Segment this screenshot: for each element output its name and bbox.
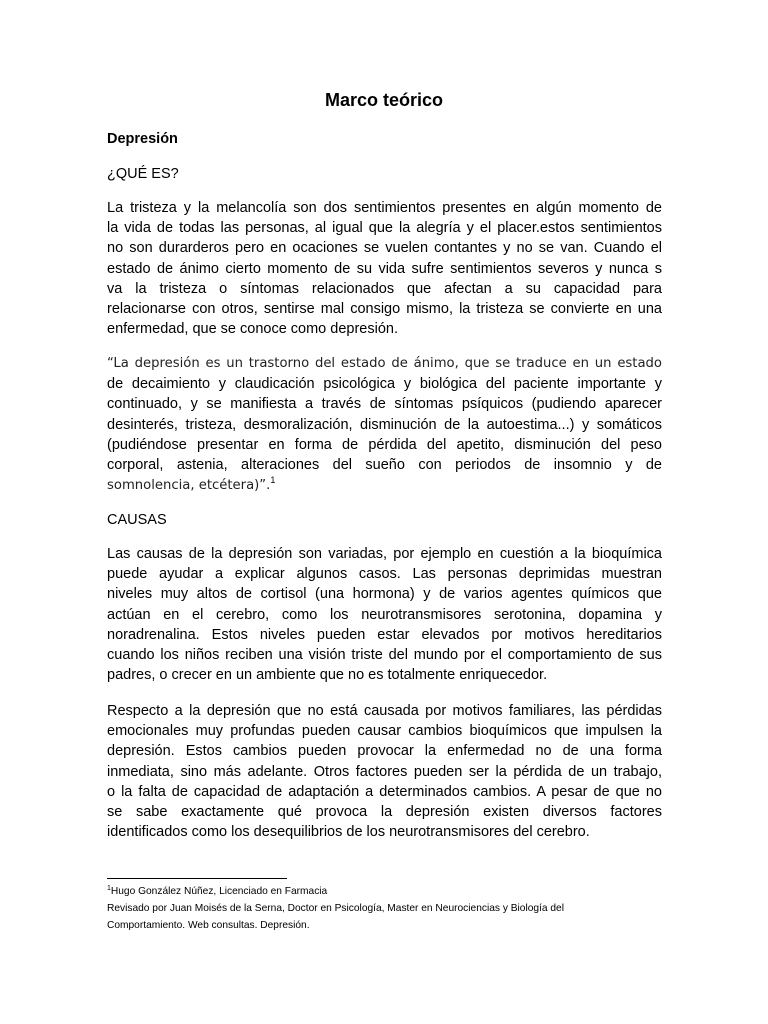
footnote-reference: 1 (270, 475, 276, 486)
paragraph-line: La tristeza y la melancolía son dos sentimientos presentes en algún momento de (107, 200, 662, 216)
paragraph-line: no son durarderos pero en ocaciones se vuelen contantes y no se van. Cuando el (107, 240, 662, 257)
paragraph-line: Respecto a la depresión que no está causada por motivos familiares, las pérdidas (107, 703, 662, 719)
paragraph-line: la vida de todas las personas, al igual que la alegría y el placer.estos sentimientos (107, 220, 662, 237)
paragraph-line: (pudiéndose presentar en forma de pérdida del apetito, disminución del peso (107, 436, 662, 453)
footnote (107, 883, 667, 934)
paragraph-line: inmediata, sino más adelante. Otros factores pueden ser la pérdida de un trabajo, (107, 763, 662, 780)
paragraph-line: se sabe exactamente qué provoca la depresión existen diversos factores (107, 804, 662, 821)
paragraph-line: corporal, astenia, alteraciones del sueño con periodos de insomnio y de (107, 457, 662, 474)
paragraph-line: niveles muy altos de cortisol (una hormona) y de varios agentes químicos que (107, 586, 662, 603)
paragraph-line: estado de ánimo cierto momento de su vida sufre sentimientos severos y nunca s (107, 260, 662, 277)
heading-causas: CAUSAS (107, 512, 167, 528)
paragraph-line: de decaimiento y claudicación psicológica y biológica del paciente importante y (107, 376, 662, 393)
paragraph-line: noradrenalina. Estos niveles pueden estar elevados por motivos hereditarios (107, 626, 662, 643)
paragraph-line: desinterés, tristeza, desmoralización, disminución de la autoestima...) y somáticos (107, 416, 662, 433)
paragraph-line: o la falta de capacidad de adaptación a determinados cambios. A pesar de que no (107, 783, 662, 800)
paragraph-line: relacionarse con otros, sentirse mal consigo mismo, la tristeza se convierte en una (107, 301, 662, 318)
page-title: Marco teórico (324, 90, 444, 110)
paragraph-line: depresión. Estos cambios pueden provocar la enfermedad no de una forma (107, 743, 662, 760)
footnote-author: Hugo González Núñez, Licenciado en Farmacia (110, 886, 328, 897)
paragraph-line: puede ayudar a explicar algunos casos. Las personas deprimidas muestran (107, 566, 662, 583)
section-title: Depresión (107, 131, 178, 147)
footnote-line: Comportamiento. Web consultas. Depresión. (107, 920, 310, 931)
paragraph-que-es (107, 198, 662, 339)
footnote-line (107, 883, 667, 900)
paragraph-line: emocionales muy profundas pueden causar cambios bioquímicos que impulsen la (107, 723, 662, 740)
heading-que-es: ¿QUÉ ES? (107, 166, 179, 182)
footnote-mark: 1 (107, 885, 111, 892)
footnote-divider (107, 878, 287, 879)
paragraph-line: va la tristeza o síntomas relacionados que afectan a su capacidad para (107, 280, 662, 297)
quote-paragraph (107, 354, 662, 496)
paragraph-line: identificados como los desequilibrios de los neurotransmisores del cerebro. (107, 824, 590, 841)
paragraph-line: continuado, y se manifiesta a través de síntomas psíquicos (pudiendo aparecer (107, 396, 662, 413)
paragraph-line: Las causas de la depresión son variadas, por ejemplo en cuestión a la bioquímica (107, 546, 662, 562)
paragraph-line: enfermedad, que se conoce como depresión. (107, 321, 398, 338)
quote-last-line-wrapper (107, 475, 662, 496)
footnote-line: Revisado por Juan Moisés de la Serna, Doctor en Psicología, Master en Neurociencias y Biología del (107, 903, 564, 914)
paragraph-line: actúan en el cerebro, como los neurotransmisores serotonina, dopamina y (107, 606, 662, 623)
quote-last-line: somnolencia, etcétera)”. (107, 478, 271, 494)
paragraph-line: padres, o crecer en un ambiente que no es totalmente enriquecedor. (107, 667, 548, 684)
paragraph-line: cuando los niños reciben una visión triste del mundo por el comportamiento de sus (107, 647, 662, 664)
paragraph-causas-1 (107, 544, 662, 685)
quote-first-line: “La depresión es un trastorno del estado de ánimo, que se traduce en un estado (107, 356, 662, 371)
paragraph-causas-2 (107, 701, 662, 842)
